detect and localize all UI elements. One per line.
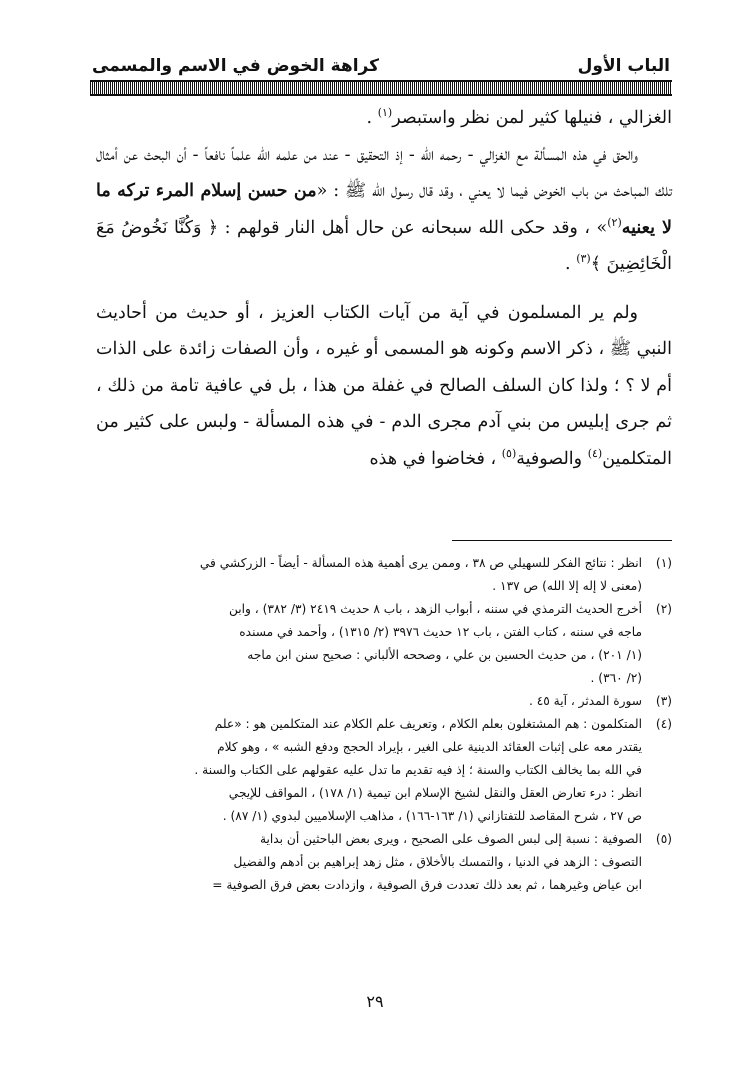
footnotes (96, 552, 672, 897)
footnote-marker-2: (٢) (607, 215, 622, 229)
running-header (92, 50, 670, 76)
footnote-marker-5: (٥) (501, 446, 517, 460)
main-text (96, 100, 672, 477)
footnote-marker-1: (١) (377, 106, 393, 120)
section-title: كراهة الخوض في الاسم والمسمى (92, 56, 379, 76)
footnote-number: (٢) (655, 602, 672, 616)
paragraph-1: الغزالي ، فنيلها كثير لمن نظر واستبصر$^{(١)}$ . (366, 106, 672, 128)
hadith-quote: من حسن إسلام المرء تركه ما لا يعنيه (96, 181, 672, 238)
paragraph-3: ولم ير المسلمون في آية من آيات الكتاب العزيز ، أو حديث من أحاديث النبي ﷺ ، ذكر الاسم وكونه هو المسمى أو غيره ، وأن الصفات زائدة على الذات أم لا ؟ ؛ ولذا كان السلف الصالح في غفلة من هذا ، بل في عافية تامة من ذلك ، ثم جرى إبليس من بني آدم مجرى الدم - في هذه المسألة - ولبس على كثير من المتكلمين$^{(٤)}$ والصوفية$^{(٥)}$ ، فخاضوا في هذه (96, 302, 672, 469)
header-divider (90, 80, 672, 96)
footnote-5: (٥) الصوفية : نسبة إلى لبس الصوف على الصحيح ، ويرى بعض الباحثين أن بداية التصوف : الزهد في الدنيا ، والتمسك بالأخلاق ، مثل زهد إبراهيم بن أدهم والفضيل ابن عياض وغيرهما ، ثم بعد ذلك تعددت فرق الصوفية ، وازدادت بعض فرق الصوفية = (96, 828, 672, 897)
footnote-3: (٣) سورة المدثر ، آية ٤٥ . (96, 690, 672, 713)
footnote-marker-3: (٣) (576, 252, 591, 266)
footnote-4: (٤) المتكلمون : هم المشتغلون بعلم الكلام ، وتعريف علم الكلام عند المتكلمين هو : «علم يقتدر معه على إثبات العقائد الدينية على الغير ، بإيراد الحجج ودفع الشبه » ، وهو كلام في الله بما يخالف الكتاب والسنة ؛ إذ فيه تقديم ما تدل عليه عقولهم على الكتاب والسنة . انظر : درء تعارض العقل والنقل لشيخ الإسلام ابن تيمية (١/ ١٧٨) ، المواقف للإيجي ص ٢٧ ، شرح المقاصد للتفتازاني (١/ ١٦٣-١٦٦) ، مذاهب الإسلاميين لبدوي (١/ ٨٧) . (96, 713, 672, 828)
footnote-number: (٣) (655, 694, 672, 708)
page-number: ٢٩ (366, 992, 384, 1011)
footnote-number: (٤) (655, 717, 672, 731)
footnote-divider (452, 540, 672, 541)
paragraph-2: والحق في هذه المسألة مع الغزالي - رحمه الله - إذ التحقيق - عند من علمه الله علماً نافعاً - أن البحث عن أمثال تلك المباحث من باب الخوض فيما لا يعني ، وقد قال رسول الله ﷺ : «من حسن إسلام المرء تركه ما لا يعنيه$^{(٢)}$» ، وقد حكى الله سبحانه عن حال أهل النار قولهم : ﴿ وَكُنَّا نَخُوضُ مَعَ الْخَائِضِينَ ﴾$^{(٣)}$ . (96, 144, 672, 274)
footnote-marker-4: (٤) (587, 446, 603, 460)
footnote-number: (١) (655, 556, 672, 570)
chapter-title: الباب الأول (577, 56, 670, 76)
footnote-2: (٢) أخرج الحديث الترمذي في سننه ، أبواب الزهد ، باب ٨ حديث ٢٤١٩ (٣/ ٣٨٢) ، وابن ماجه في سننه ، كتاب الفتن ، باب ١٢ حديث ٣٩٧٦ (٢/ ١٣١٥) ، وأحمد في مسنده (١/ ٢٠١) ، من حديث الحسين بن علي ، وصححه الألباني : صحيح سنن ابن ماجه (٢/ ٣٦٠) . (96, 598, 672, 690)
footnote-1: (١) انظر : نتائج الفكر للسهيلي ص ٣٨ ، وممن يرى أهمية هذه المسألة - أيضاً - الزركشي في (معنى لا إله إلا الله) ص ١٣٧ . (96, 552, 672, 598)
footnote-number: (٥) (655, 832, 672, 846)
